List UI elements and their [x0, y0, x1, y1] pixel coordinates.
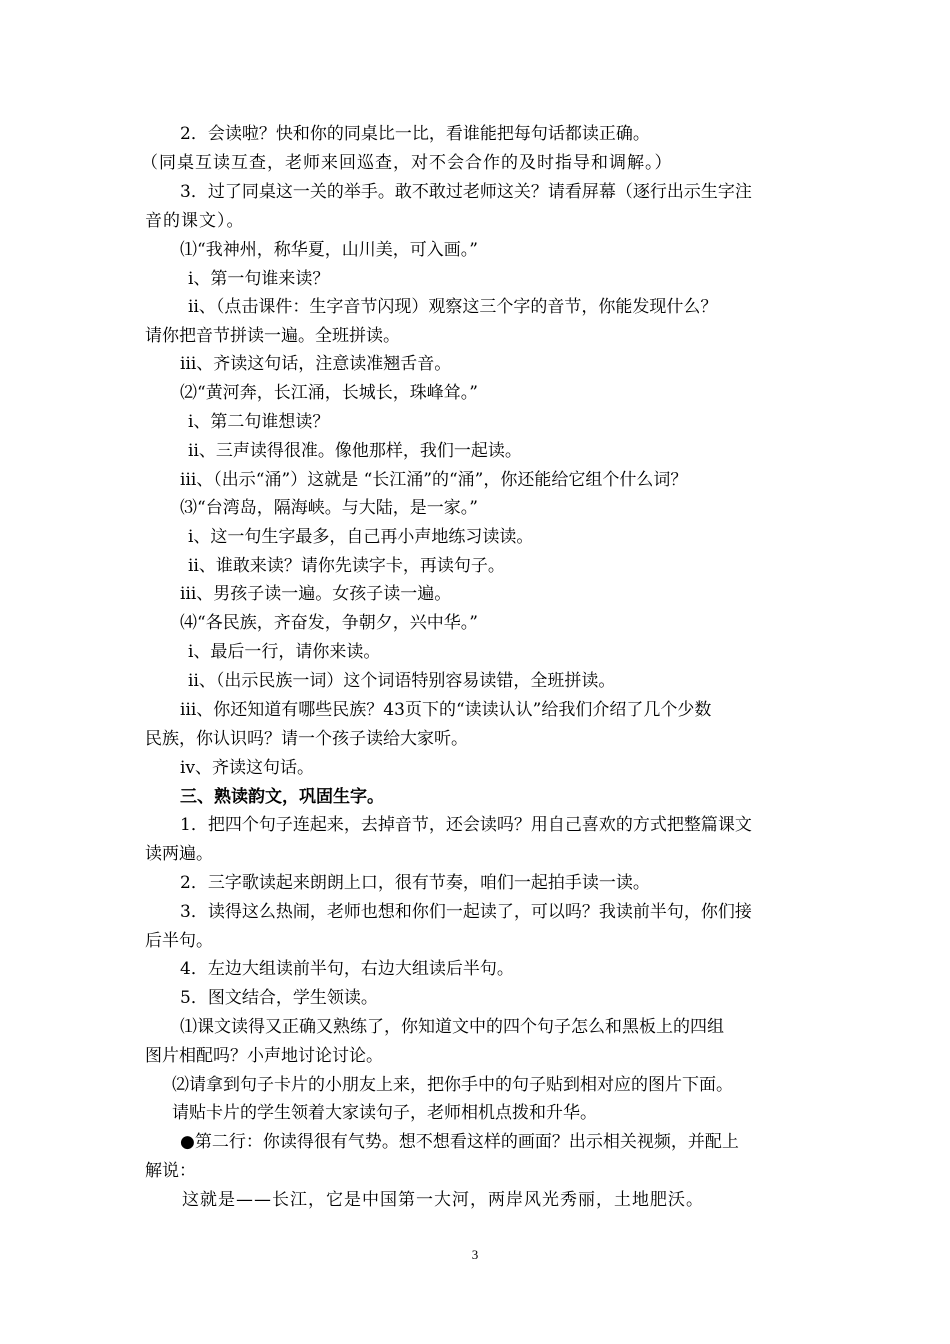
text-line: 2．三字歌读起来朗朗上口，很有节奏，咱们一起拍手读一读。	[180, 873, 650, 893]
text-line: ⅱ、（点击课件：生字音节闪现）观察这三个字的音节，你能发现什么？	[188, 297, 718, 317]
text-line: ⑴课文读得又正确又熟练了，你知道文中的四个句子怎么和黑板上的四组	[180, 1017, 724, 1037]
section-heading: 三、熟读韵文，巩固生字。	[180, 787, 384, 807]
text-line: ●第二行：你读得很有气势。想不想看这样的画面？出示相关视频，并配上	[180, 1132, 739, 1152]
text-line: ⅲ、你还知道有哪些民族？43页下的“读读认认”给我们介绍了几个少数	[180, 700, 712, 720]
text-line: ⅰ、最后一行，请你来读。	[188, 642, 381, 662]
text-line: 2．会读啦？快和你的同桌比一比，看谁能把每句话都读正确。	[180, 124, 650, 144]
text-line: 解说：	[145, 1161, 196, 1181]
text-line: 3．读得这么热闹，老师也想和你们一起读了，可以吗？我读前半句，你们接	[180, 902, 752, 922]
text-line: 图片相配吗？小声地讨论讨论。	[145, 1046, 383, 1066]
text-line: ⅳ、齐读这句话。	[180, 758, 315, 778]
text-line: ⅲ、男孩子读一遍。女孩子读一遍。	[180, 584, 452, 604]
text-line: 请你把音节拼读一遍。全班拼读。	[145, 326, 400, 346]
text-line: ⑷“各民族，齐奋发，争朝夕，兴中华。”	[180, 613, 478, 633]
text-line: 民族，你认识吗？请一个孩子读给大家听。	[145, 729, 468, 749]
text-line: ⅱ、（出示民族一词）这个词语特别容易读错，全班拼读。	[188, 671, 616, 691]
text-line: ⑵“黄河奔，长江涌，长城长，珠峰耸。”	[180, 383, 478, 403]
text-line: ⑶“台湾岛，隔海峡。与大陆，是一家。”	[180, 498, 478, 518]
text-line: （同桌互读互查，老师来回巡查，对不会合作的及时指导和调解。）	[141, 153, 673, 173]
text-line: ⅱ、三声读得很准。像他那样，我们一起读。	[188, 441, 522, 461]
text-line: ⅲ、（出示“涌”）这就是 “长江涌”的“涌”，你还能给它组个什么词？	[180, 470, 688, 490]
text-line: 1．把四个句子连起来，去掉音节，还会读吗？用自己喜欢的方式把整篇课文	[180, 815, 752, 835]
text-line: 这就是——长江，它是中国第一大河，两岸风光秀丽，土地肥沃。	[182, 1190, 704, 1210]
text-line: 4．左边大组读前半句，右边大组读后半句。	[180, 959, 514, 979]
text-line: 请贴卡片的学生领着大家读句子，老师相机点拨和升华。	[172, 1103, 597, 1123]
text-line: ⅰ、第二句谁想读？	[188, 412, 330, 432]
text-line: ⑵请拿到句子卡片的小朋友上来，把你手中的句子贴到相对应的图片下面。	[172, 1075, 733, 1095]
text-line: 5．图文结合，学生领读。	[180, 988, 378, 1008]
text-line: 音的课文）。	[145, 211, 245, 231]
text-line: ⅰ、第一句谁来读？	[188, 269, 330, 289]
text-line: 读两遍。	[145, 844, 213, 864]
text-line: ⅱ、谁敢来读？请你先读字卡，再读句子。	[188, 556, 505, 576]
page-number: 3	[471, 1247, 479, 1262]
text-line: ⑴“我神州，称华夏，山川美，可入画。”	[180, 240, 478, 260]
text-line: 后半句。	[145, 931, 213, 951]
text-line: ⅲ、齐读这句话，注意读准翘舌音。	[180, 354, 452, 374]
text-line: 3．过了同桌这一关的举手。敢不敢过老师这关？请看屏幕（逐行出示生字注	[180, 182, 752, 202]
text-line: ⅰ、这一句生字最多，自己再小声地练习读读。	[188, 527, 534, 547]
